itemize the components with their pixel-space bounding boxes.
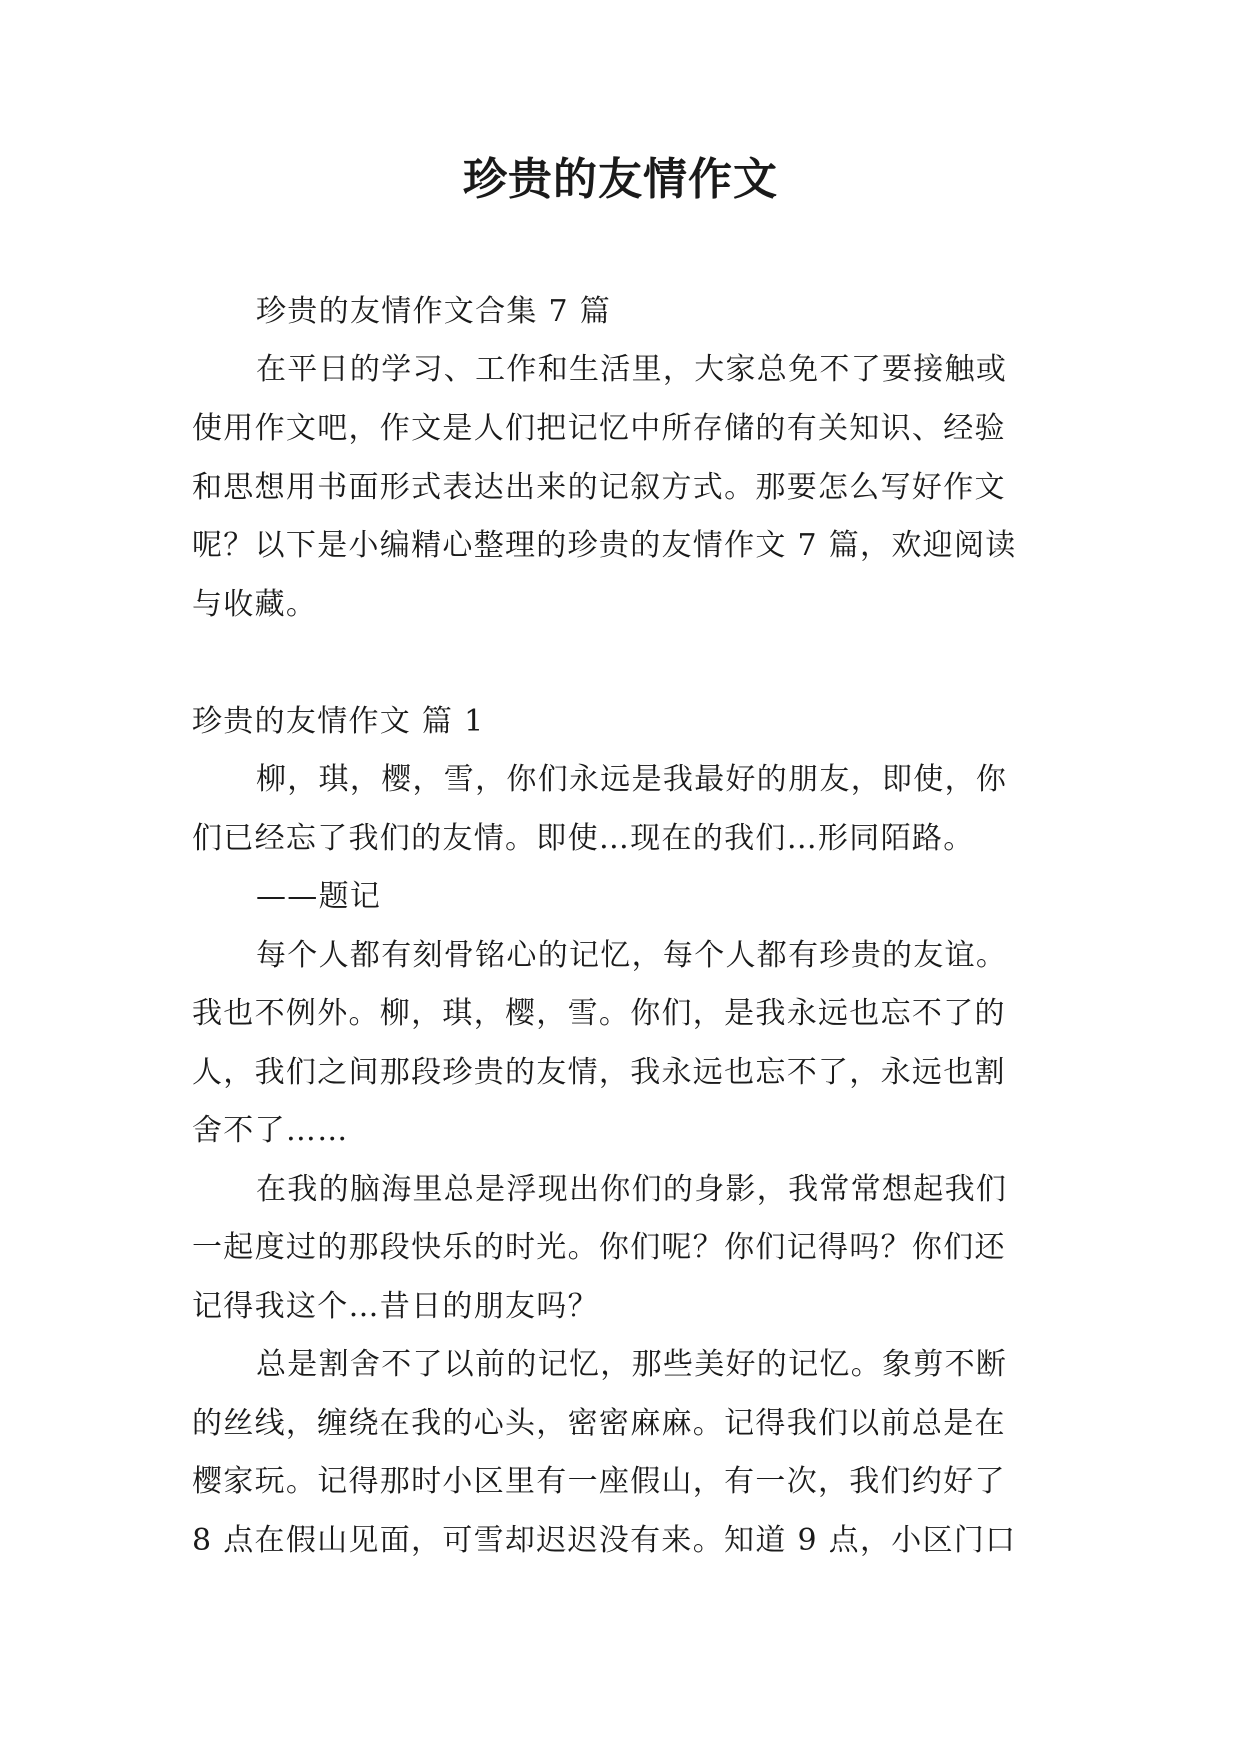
body-line: 我也不例外。柳，琪，樱，雪。你们，是我永远也忘不了的 [192, 996, 1006, 1031]
intro-line: 在平日的学习、工作和生活里，大家总免不了要接触或 [256, 352, 1008, 387]
body-line: 人，我们之间那段珍贵的友情，我永远也忘不了，永远也割 [192, 1055, 1006, 1090]
body-line: 记得我这个…昔日的朋友吗？ [192, 1289, 599, 1324]
body-line: 8 点在假山见面，可雪却迟迟没有来。知道 9 点，小区门口 [192, 1523, 1017, 1558]
body-line: 在我的脑海里总是浮现出你们的身影，我常常想起我们 [256, 1172, 1008, 1207]
body-line: 樱家玩。记得那时小区里有一座假山，有一次，我们约好了 [192, 1464, 1006, 1499]
body-line: 总是割舍不了以前的记忆，那些美好的记忆。象剪不断 [256, 1347, 1008, 1382]
epigraph-line: ——题记 [256, 879, 382, 914]
document-title: 珍贵的友情作文 [463, 154, 778, 205]
body-line: 的丝线，缠绕在我的心头，密密麻麻。记得我们以前总是在 [192, 1406, 1006, 1441]
section-heading: 珍贵的友情作文 篇 1 [192, 704, 485, 739]
intro-line: 与收藏。 [192, 587, 318, 622]
intro-line: 呢？以下是小编精心整理的珍贵的友情作文 7 篇，欢迎阅读 [192, 528, 1017, 563]
body-line: 柳，琪，樱，雪，你们永远是我最好的朋友，即使，你 [256, 762, 1008, 797]
intro-line: 和思想用书面形式表达出来的记叙方式。那要怎么写好作文 [192, 470, 1006, 505]
intro-line: 使用作文吧，作文是人们把记忆中所存储的有关知识、经验 [192, 411, 1006, 446]
body-line: 舍不了…… [192, 1113, 349, 1148]
subtitle-line: 珍贵的友情作文合集 7 篇 [256, 294, 612, 329]
body-line: 一起度过的那段快乐的时光。你们呢？你们记得吗？你们还 [192, 1230, 1006, 1265]
body-line: 们已经忘了我们的友情。即使…现在的我们…形同陌路。 [192, 821, 975, 856]
body-line: 每个人都有刻骨铭心的记忆，每个人都有珍贵的友谊。 [256, 938, 1008, 973]
